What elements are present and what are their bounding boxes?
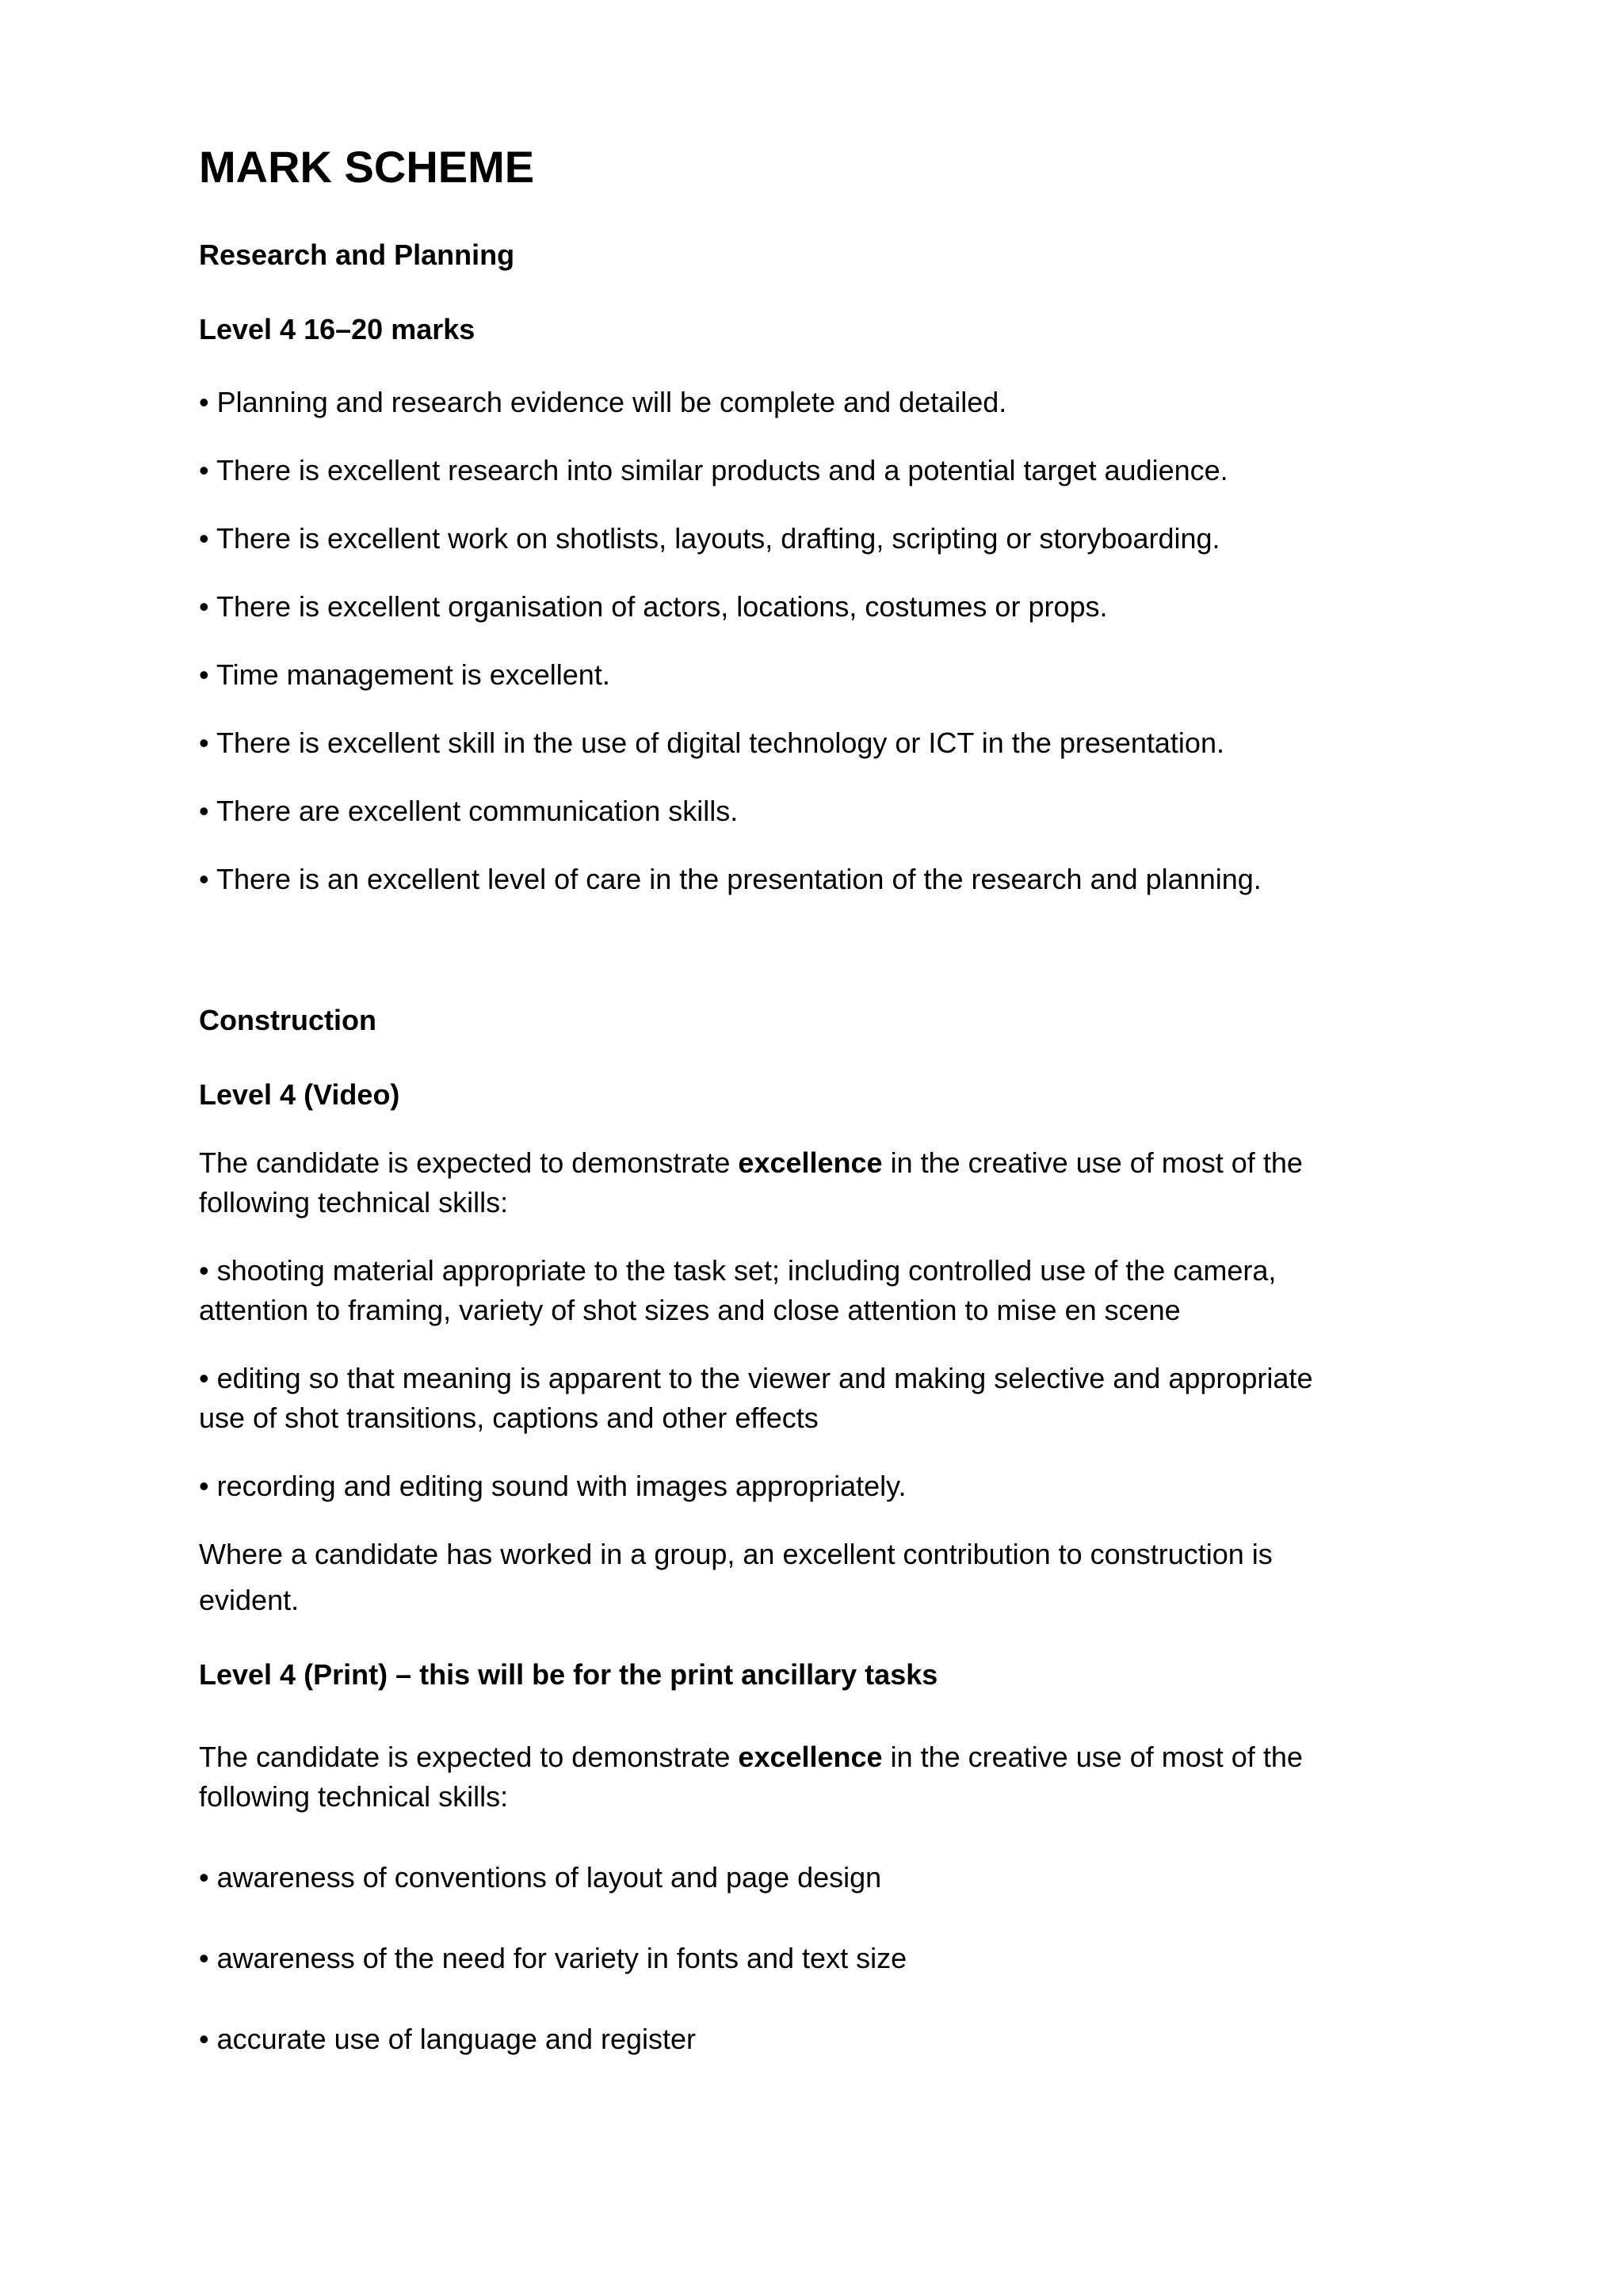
video-bullet-continuation: attention to framing, variety of shot sizes and close attention to mise en scene: [199, 1294, 1181, 1326]
print-bullet: • awareness of the need for variety in fonts and text size: [199, 1942, 907, 1974]
video-intro: [199, 1142, 1303, 1184]
research-bullet: • There are excellent communication skills.: [199, 795, 739, 827]
video-intro-text: The candidate is expected to demonstrate: [199, 1146, 739, 1179]
research-heading: Research and Planning: [199, 238, 515, 271]
video-bullet: • shooting material appropriate to the task set; including controlled use of the camera,: [199, 1254, 1277, 1287]
print-bullet: • awareness of conventions of layout and page design: [199, 1861, 882, 1894]
video-level-heading: Level 4 (Video): [199, 1078, 400, 1111]
research-bullet: • There is excellent research into similar products and a potential target audience.: [199, 454, 1228, 486]
print-bullet: • accurate use of language and register: [199, 2023, 697, 2055]
print-intro: [199, 1737, 1303, 1778]
print-intro-emphasis: excellence: [738, 1741, 883, 1773]
page-title: MARK SCHEME: [199, 142, 535, 192]
video-intro-line2: following technical skills:: [199, 1186, 509, 1219]
video-bullet-continuation: use of shot transitions, captions and other effects: [199, 1402, 819, 1434]
research-bullet: • There is excellent organisation of actors, locations, costumes or props.: [199, 590, 1108, 623]
research-bullet: • There is excellent work on shotlists, layouts, drafting, scripting or storyboarding.: [199, 522, 1220, 555]
print-level-heading: Level 4 (Print) – this will be for the print ancillary tasks: [199, 1658, 938, 1691]
group-note: Where a candidate has worked in a group, an excellent contribution to construction is: [199, 1538, 1273, 1570]
group-note-continuation: evident.: [199, 1584, 300, 1616]
print-intro-text: in the creative use of most of the: [882, 1741, 1303, 1773]
research-bullet: • Planning and research evidence will be complete and detailed.: [199, 386, 1007, 418]
research-bullet: • There is excellent skill in the use of digital technology or ICT in the presentation.: [199, 727, 1224, 759]
video-bullet: • editing so that meaning is apparent to the viewer and making selective and appropriate: [199, 1362, 1313, 1394]
construction-heading: Construction: [199, 1004, 376, 1036]
research-level: Level 4 16–20 marks: [199, 313, 475, 345]
research-bullet: • Time management is excellent.: [199, 658, 610, 691]
research-bullet: • There is an excellent level of care in the presentation of the research and planning.: [199, 863, 1262, 895]
video-intro-emphasis: excellence: [738, 1146, 883, 1179]
video-intro-text: in the creative use of most of the: [882, 1146, 1303, 1179]
print-intro-text: The candidate is expected to demonstrate: [199, 1741, 739, 1773]
print-intro-line2: following technical skills:: [199, 1780, 509, 1813]
video-bullet: • recording and editing sound with images appropriately.: [199, 1470, 907, 1502]
